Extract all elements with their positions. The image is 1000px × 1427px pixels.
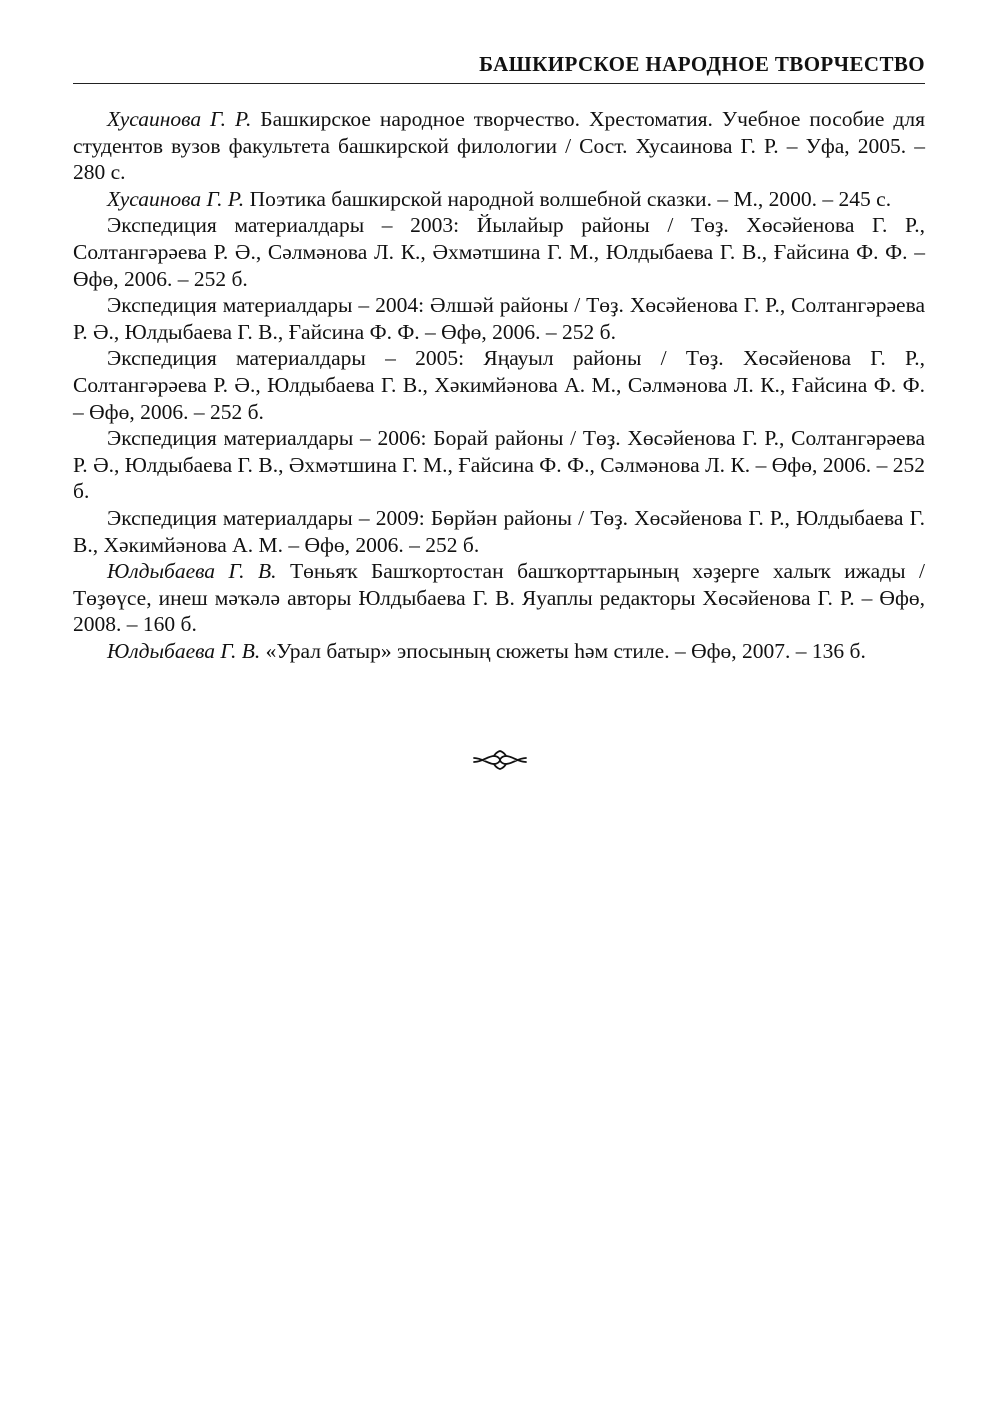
bibliography-entry bbox=[73, 638, 925, 665]
entry-text: Экспедиция материалдары – 2005: Яңауыл районы / Төҙ. Хөсәйенова Г. Р., Солтангәрәева Р. Ә., Юлдыбаева Г. В., Хәкимйәнова А. М., Сәлмәнова Л. К., Ғайсина Ф. Ф. – Өфө, 2006. – 252 б. bbox=[73, 346, 925, 424]
entry-author: Хусаинова Г. Р. bbox=[107, 186, 245, 211]
entry-text: «Урал батыр» эпосының сюжеты һәм стиле. – Өфө, 2007. – 136 б. bbox=[260, 638, 866, 663]
entry-text: Экспедиция материалдары – 2009: Бөрйән районы / Төҙ. Хөсәйенова Г. Р., Юлдыбаева Г. В., Хәкимйәнова А. М. – Өфө, 2006. – 252 б. bbox=[73, 505, 925, 557]
bibliography-entry bbox=[73, 212, 925, 292]
entry-text: Экспедиция материалдары – 2004: Әлшәй районы / Төҙ. Хөсәйенова Г. Р., Солтангәрәева Р. Ә., Юлдыбаева Г. В., Ғайсина Ф. Ф. – Өфө, 2006. – 252 б. bbox=[73, 293, 925, 344]
entry-text: Башкирское народное творчество. Хрестоматия. Учебное пособие для студентов вузов факультета башкирской филологии / Сост. Хусаинова Г. Р. – Уфа, 2005. – 280 с. bbox=[73, 107, 925, 185]
entry-author: Юлдыбаева Г. В. bbox=[107, 638, 261, 663]
bibliography-list bbox=[73, 106, 925, 664]
entry-author: Юлдыбаева Г. В. bbox=[107, 559, 277, 584]
bibliography-entry bbox=[73, 345, 925, 425]
bibliography-entry bbox=[73, 425, 925, 505]
bibliography-entry bbox=[73, 106, 925, 186]
entry-text: Поэтика башкирской народной волшебной сказки. – М., 2000. – 245 с. bbox=[244, 186, 892, 211]
bibliography-entry bbox=[73, 292, 925, 345]
bibliography-entry bbox=[73, 186, 925, 213]
fleuron-ornament-icon bbox=[472, 748, 528, 772]
bibliography-entry bbox=[73, 505, 925, 558]
entry-text: Экспедиция материалдары – 2006: Борай районы / Төҙ. Хөсәйенова Г. Р., Солтангәрәева Р. Ә., Юлдыбаева Г. В., Әхмәтшина Г. М., Ғайсина Ф. Ф., Сәлмәнова Л. К. – Өфө, 2006. – 252 б. bbox=[73, 426, 925, 504]
entry-author: Хусаинова Г. Р. bbox=[107, 107, 252, 131]
entry-text: Төньяҡ Башҡортостан башҡорттарының хәҙерге халыҡ ижады / Төҙөүсе, инеш мәҡәлә авторы Юлдыбаева Г. В. Яуаплы редакторы Хөсәйенова Г. Р. – Өфө, 2008. – 160 б. bbox=[73, 559, 926, 637]
bibliography-entry bbox=[73, 558, 925, 638]
running-title: БАШКИРСКОЕ НАРОДНОЕ ТВОРЧЕСТВО bbox=[479, 52, 925, 76]
header-rule bbox=[73, 83, 925, 84]
entry-text: Экспедиция материалдары – 2003: Йылайыр районы / Төҙ. Хөсәйенова Г. Р., Солтангәрәева Р. Ә., Сәлмәнова Л. К., Әхмәтшина Г. М., Юлдыбаева Г. В., Ғайсина Ф. Ф. – Өфө, 2006. – 252 б. bbox=[73, 213, 925, 291]
